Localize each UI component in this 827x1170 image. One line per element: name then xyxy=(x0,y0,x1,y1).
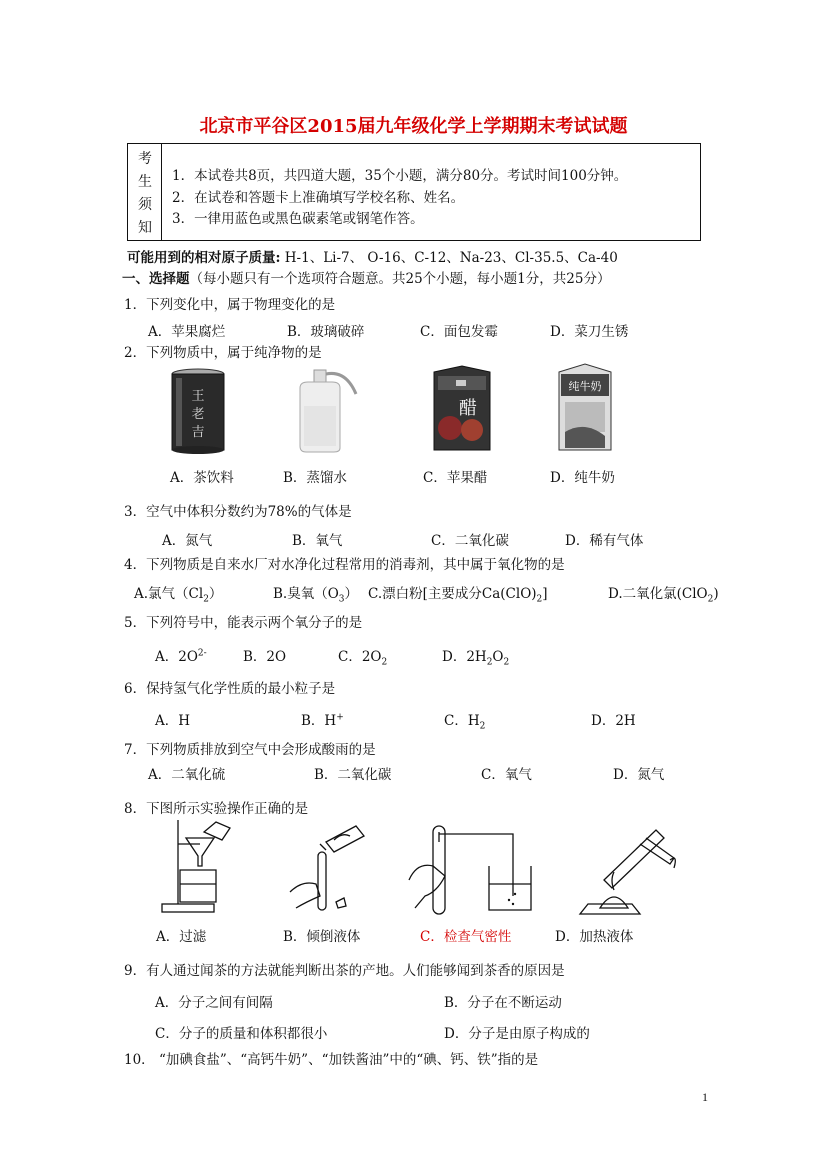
q6-option-a: A．H xyxy=(155,713,191,729)
distilled-water-bottle-image xyxy=(290,366,362,454)
section-desc: （每小题只有一个选项符合题意。共25个小题，每小题1分，共25分） xyxy=(189,271,611,287)
tea-drink-can-image xyxy=(168,368,228,456)
q3-option-b: B．氧气 xyxy=(292,533,343,549)
q1-option-a: A．苹果腐烂 xyxy=(148,324,226,340)
q4-a-end: ） xyxy=(208,586,223,602)
q2-stem: 2．下列物质中，属于纯净物的是 xyxy=(124,345,322,361)
q1-stem: 1．下列变化中，属于物理变化的是 xyxy=(124,297,336,313)
q10-stem: 10． “加碘食盐”、“高钙牛奶”、“加铁酱油”中的“碘、钙、铁”指的是 xyxy=(124,1052,539,1068)
airtightness-check-diagram xyxy=(405,822,535,920)
q4-c-text: C.漂白粉[主要成分Ca(ClO) xyxy=(368,586,537,602)
q4-stem: 4．下列物质是自来水厂对水净化过程常用的消毒剂，其中属于氧化物的是 xyxy=(124,557,565,573)
q4-c-end: ] xyxy=(542,586,548,602)
q3-option-d: D．稀有气体 xyxy=(565,533,644,549)
q4-b-text: B.臭氧（O xyxy=(273,586,339,602)
q9-stem: 9．有人通过闻茶的方法就能判断出茶的产地。人们能够闻到茶香的原因是 xyxy=(124,963,565,979)
q5-c-text: C．2O xyxy=(338,649,382,665)
notice-side-char: 知 xyxy=(138,220,152,236)
pouring-liquid-diagram xyxy=(286,822,370,920)
q5-d-mid: O xyxy=(492,649,504,665)
can-label-char-3: 吉 xyxy=(191,425,205,440)
q4-option-b xyxy=(273,582,358,605)
q5-option-a xyxy=(155,645,207,665)
q7-option-c: C．氧气 xyxy=(481,767,532,783)
q6-option-b xyxy=(301,709,344,729)
q4-d-text: D.二氧化氯(ClO xyxy=(608,586,708,602)
atomic-masses-label: 可能用到的相对原子质量: xyxy=(127,250,281,266)
notice-line: 1．本试卷共8页，共四道大题，35个小题，满分80分。考试时间100分钟。 xyxy=(172,168,628,184)
q6-option-d: D．2H xyxy=(591,713,636,729)
q4-d-end: ) xyxy=(713,586,719,602)
notice-side-char: 考 xyxy=(138,151,152,167)
q7-option-b: B．二氧化碳 xyxy=(314,767,392,783)
q4-c-sub: 2 xyxy=(536,594,543,605)
q8-option-c: C．检查气密性 xyxy=(420,929,512,945)
q1-option-d: D．菜刀生锈 xyxy=(550,324,629,340)
q4-b-end: ） xyxy=(344,586,359,602)
q5-option-d xyxy=(442,645,509,668)
q2-option-b: B．蒸馏水 xyxy=(283,470,347,486)
section-title: 一、选择题 xyxy=(122,271,190,287)
can-label-char-1: 王 xyxy=(191,389,205,404)
q2-option-c: C．苹果醋 xyxy=(423,470,488,486)
q4-a-sub: 2 xyxy=(203,594,209,605)
q6-option-c xyxy=(444,709,485,732)
apple-vinegar-box-image xyxy=(428,364,496,456)
q7-option-d: D．氮气 xyxy=(613,767,665,783)
q5-option-c xyxy=(338,645,387,668)
q4-option-a xyxy=(134,582,222,605)
q4-option-d xyxy=(608,582,719,605)
q1-option-c: C．面包发霉 xyxy=(420,324,498,340)
q8-option-a: A．过滤 xyxy=(156,929,207,945)
q9-option-d: D．分子是由原子构成的 xyxy=(444,1026,590,1042)
q9-option-c: C．分子的质量和体积都很小 xyxy=(155,1026,328,1042)
q8-option-d: D．加热液体 xyxy=(555,929,634,945)
q6-stem: 6．保持氢气化学性质的最小粒子是 xyxy=(124,681,336,697)
q9-option-a: A．分子之间有间隔 xyxy=(155,995,273,1011)
q4-b-sub: 3 xyxy=(338,594,345,605)
q7-option-a: A．二氧化硫 xyxy=(148,767,226,783)
q9-option-b: B．分子在不断运动 xyxy=(444,995,562,1011)
q5-d-text: D．2H xyxy=(442,649,487,665)
heating-liquid-diagram xyxy=(570,824,680,918)
vinegar-label: 醋 xyxy=(459,398,477,419)
q2-option-d: D．纯牛奶 xyxy=(550,470,615,486)
section-heading xyxy=(122,267,610,287)
q5-option-b: B．2O xyxy=(243,649,287,665)
q4-a-text: A.氯气（Cl xyxy=(134,586,204,602)
q5-d-sub1: 2 xyxy=(486,657,493,668)
notice-side-label xyxy=(128,144,162,240)
q2-option-a: A．茶饮料 xyxy=(170,470,234,486)
notice-side-char: 须 xyxy=(138,197,152,213)
page-title: 北京市平谷区2015届九年级化学上学期期末考试试题 xyxy=(199,116,628,137)
pure-milk-carton-image xyxy=(555,362,615,452)
notice-line: 3．一律用蓝色或黑色碳素笔或钢笔作答。 xyxy=(172,211,424,227)
can-label-char-2: 老 xyxy=(191,407,205,422)
q1-option-b: B．玻璃破碎 xyxy=(287,324,365,340)
q7-stem: 7．下列物质排放到空气中会形成酸雨的是 xyxy=(124,742,376,758)
q5-a-sup: 2- xyxy=(197,648,207,659)
q6-c-sub: 2 xyxy=(479,721,486,732)
q3-option-c: C．二氧化碳 xyxy=(431,533,509,549)
notice-line: 2．在试卷和答题卡上准确填写学校名称、姓名。 xyxy=(172,190,465,206)
q5-a-text: A．2O xyxy=(155,649,198,665)
q5-c-sub: 2 xyxy=(381,657,388,668)
q4-d-sub: 2 xyxy=(707,594,714,605)
q3-option-a: A．氮气 xyxy=(162,533,213,549)
milk-label: 纯牛奶 xyxy=(568,380,602,393)
q6-c-text: C．H xyxy=(444,713,480,729)
page-number: 1 xyxy=(702,1090,708,1104)
q4-option-c xyxy=(368,582,548,605)
q6-b-text: B．H xyxy=(301,713,337,729)
atomic-masses xyxy=(127,246,618,266)
q3-stem: 3．空气中体积分数约为78%的气体是 xyxy=(124,504,352,520)
q5-d-sub2: 2 xyxy=(503,657,510,668)
atomic-masses-values: H-1、Li-7、 O-16、C-12、Na-23、Cl-35.5、Ca-40 xyxy=(280,250,618,266)
q5-stem: 5．下列符号中，能表示两个氧分子的是 xyxy=(124,615,363,631)
filtration-diagram xyxy=(158,818,238,918)
q8-stem: 8．下图所示实验操作正确的是 xyxy=(124,801,309,817)
notice-side-char: 生 xyxy=(138,174,152,190)
exam-notice-box xyxy=(127,143,701,241)
q6-b-sup: + xyxy=(336,712,344,723)
q8-option-b: B．倾倒液体 xyxy=(283,929,361,945)
